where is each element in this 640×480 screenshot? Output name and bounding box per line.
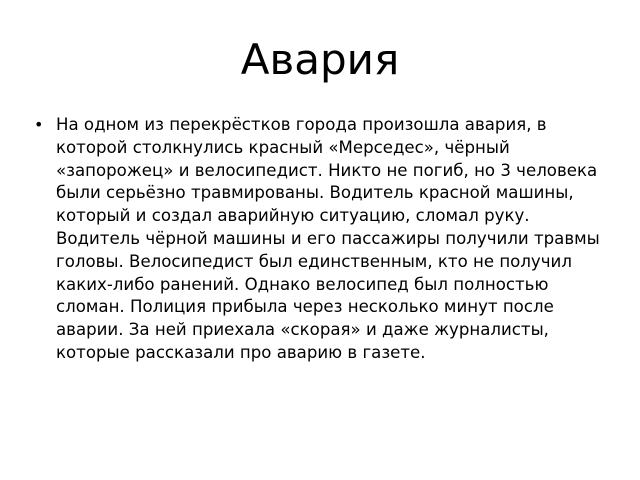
bullet-text: На одном из перекрёстков города произошла авария, в которой столкнулись красный «Мерседес», чёрный «запорожец» и велосипедист. Никто не погиб, но 3 человека были серьёзно травмированы. Водитель красной машины, который и создал аварийную ситуацию, сломал руку. Водитель чёрной машины и его пассажиры получили травмы головы. Велосипедист был единственным, кто не получил каких-либо ранений. Однако велосипед был полностью сломан. Полиция прибыла через несколько минут после аварии. За ней приехала «скорая» и даже журналисты, которые рассказали про аварию в газете.	[56, 115, 600, 362]
slide-title: Авария	[240, 35, 400, 84]
bullet-list	[32, 114, 608, 365]
bullet-item	[32, 114, 608, 365]
slide-content	[32, 114, 608, 365]
bullet-marker: •	[34, 115, 44, 134]
